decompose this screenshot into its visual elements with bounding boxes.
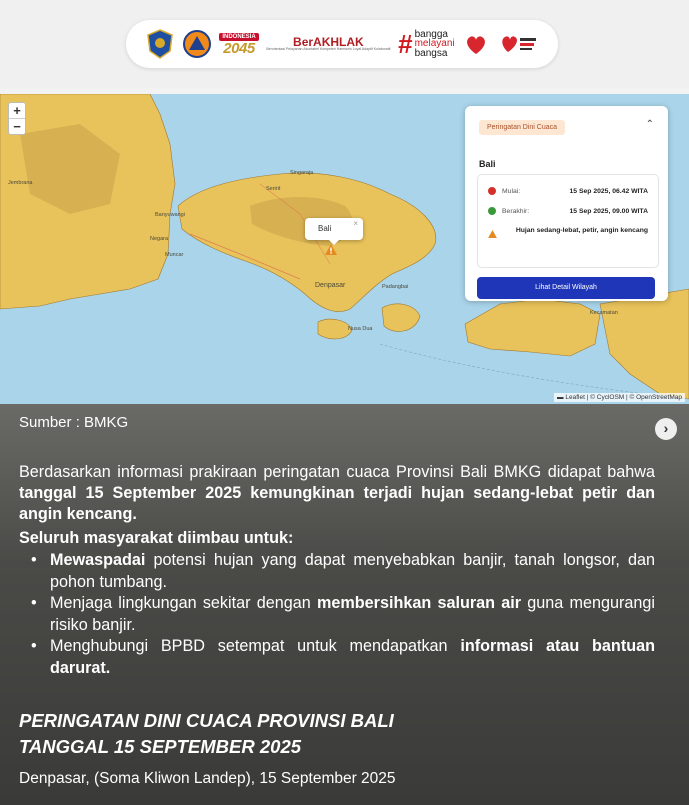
tip-1-text: potensi hujan yang dapat menyebabkan banjir, tanah longsor, dan pohon tumbang. bbox=[50, 551, 655, 591]
next-slide-button[interactable]: › bbox=[655, 418, 677, 440]
bpbd-logo bbox=[182, 29, 212, 59]
map-label-nusa-dua: Nusa Dua bbox=[348, 326, 373, 332]
forecast-intro: Berdasarkan informasi prakiraan peringatan cuaca Provinsi Bali BMKG didapat bahwa bbox=[19, 463, 655, 481]
bangga-word-3: bangsa bbox=[414, 47, 448, 59]
end-value: 15 Sep 2025, 09.00 WITA bbox=[569, 207, 648, 215]
hazard-warning-icon bbox=[488, 230, 497, 240]
warning-title-line-2: TANGGAL 15 SEPTEMBER 2025 bbox=[19, 736, 302, 757]
map-label-jembrana: Jembrana bbox=[8, 180, 33, 186]
warning-title bbox=[19, 708, 394, 760]
map-popup-name: Bali bbox=[318, 224, 332, 233]
bangga-buatan-indonesia-logo bbox=[462, 30, 490, 58]
indonesia-logo-year: 2045 bbox=[223, 39, 255, 57]
start-row bbox=[488, 187, 648, 195]
warning-card bbox=[465, 106, 668, 301]
list-item bbox=[19, 636, 655, 679]
bangga-word-1: bangga bbox=[414, 28, 448, 40]
warning-badge: Peringatan Dini Cuaca bbox=[479, 120, 565, 135]
berakhlak-logo bbox=[266, 36, 390, 52]
list-item bbox=[19, 593, 655, 636]
indonesia-2045-logo bbox=[219, 33, 258, 56]
bangga-melayani-logo bbox=[398, 29, 455, 60]
appeal-list bbox=[19, 550, 655, 679]
end-clock-icon bbox=[488, 207, 496, 215]
zoom-out-button[interactable]: − bbox=[9, 118, 25, 134]
tip-2-bold: membersihkan saluran air bbox=[316, 594, 522, 612]
tip-2-text-b: guna mengurangi risiko banjir. bbox=[50, 594, 655, 634]
end-row bbox=[488, 207, 648, 215]
end-label: Berakhir: bbox=[502, 207, 530, 215]
tip-3-text: Menghubungi BPBD setempat untuk mendapatkan bbox=[50, 637, 461, 655]
map-popup bbox=[305, 218, 363, 240]
warning-details bbox=[477, 174, 659, 268]
list-item bbox=[19, 550, 655, 593]
info-panel bbox=[0, 404, 689, 805]
forecast-paragraph bbox=[19, 462, 655, 525]
start-label: Mulai: bbox=[502, 187, 521, 195]
dateline: Denpasar, (Soma Kliwon Landep), 15 September 2025 bbox=[19, 770, 396, 787]
collapse-chevron-icon[interactable]: ⌃ bbox=[645, 119, 654, 130]
warning-title-line-1: PERINGATAN DINI CUACA PROVINSI BALI bbox=[19, 710, 394, 731]
map-label-banyuwangi: Banyuwangi bbox=[155, 212, 185, 218]
berakhlak-text: BerAKHLAK bbox=[293, 35, 364, 50]
indonesia-logo-text: INDONESIA bbox=[219, 33, 258, 41]
map-label-kecamatan: Kecamatan bbox=[590, 310, 618, 316]
logo-strip bbox=[126, 20, 558, 68]
logo-header bbox=[0, 0, 689, 88]
tip-3-bold: informasi atau bantuan darurat. bbox=[50, 637, 655, 677]
hazard-description: Hujan sedang-lebat, petir, angin kencang bbox=[515, 227, 648, 234]
zoom-control bbox=[8, 102, 26, 135]
map-label-padangbai: Padangbai bbox=[382, 284, 409, 290]
map-label-seririt: Seririt bbox=[266, 186, 281, 192]
warning-region: Bali bbox=[479, 159, 496, 169]
tip-2-text-a: Menjaga lingkungan sekitar dengan bbox=[50, 594, 317, 612]
view-region-detail-button[interactable]: Lihat Detail Wilayah bbox=[477, 277, 655, 299]
start-value: 15 Sep 2025, 06.42 WITA bbox=[569, 187, 648, 195]
berakhlak-subtext: Berorientasi Pelayanan Akuntabel Kompeten Harmonis Loyal Adaptif Kolaboratif bbox=[266, 47, 391, 52]
map-label-denpasar: Denpasar bbox=[315, 282, 346, 289]
wonderful-indonesia-logo bbox=[498, 30, 538, 58]
weather-warning-map[interactable] bbox=[0, 94, 689, 404]
pemprov-bali-logo bbox=[146, 29, 174, 59]
map-label-negara: Negara bbox=[150, 236, 169, 242]
bangga-word-2: melayani bbox=[414, 38, 455, 50]
forecast-highlight: tanggal 15 September 2025 kemungkinan terjadi hujan sedang-lebat petir dan angin kencang. bbox=[19, 484, 655, 523]
map-attribution[interactable]: ▬ Leaflet | © CyclOSM | © OpenStreetMap bbox=[554, 393, 685, 402]
source-caption: Sumber : BMKG bbox=[19, 414, 129, 431]
map-popup-close-icon[interactable]: × bbox=[353, 219, 358, 228]
warning-marker-icon[interactable] bbox=[325, 242, 337, 260]
hashtag-icon: # bbox=[398, 28, 413, 59]
map-label-singaraja: Singaraja bbox=[290, 170, 314, 176]
tip-1-bold: Mewaspadai bbox=[50, 551, 146, 569]
start-clock-icon bbox=[488, 187, 496, 195]
map-label-muncar: Muncar bbox=[165, 252, 184, 258]
appeal-heading: Seluruh masyarakat diimbau untuk: bbox=[19, 529, 294, 547]
hazard-row bbox=[488, 226, 648, 240]
zoom-in-button[interactable]: + bbox=[13, 103, 21, 118]
